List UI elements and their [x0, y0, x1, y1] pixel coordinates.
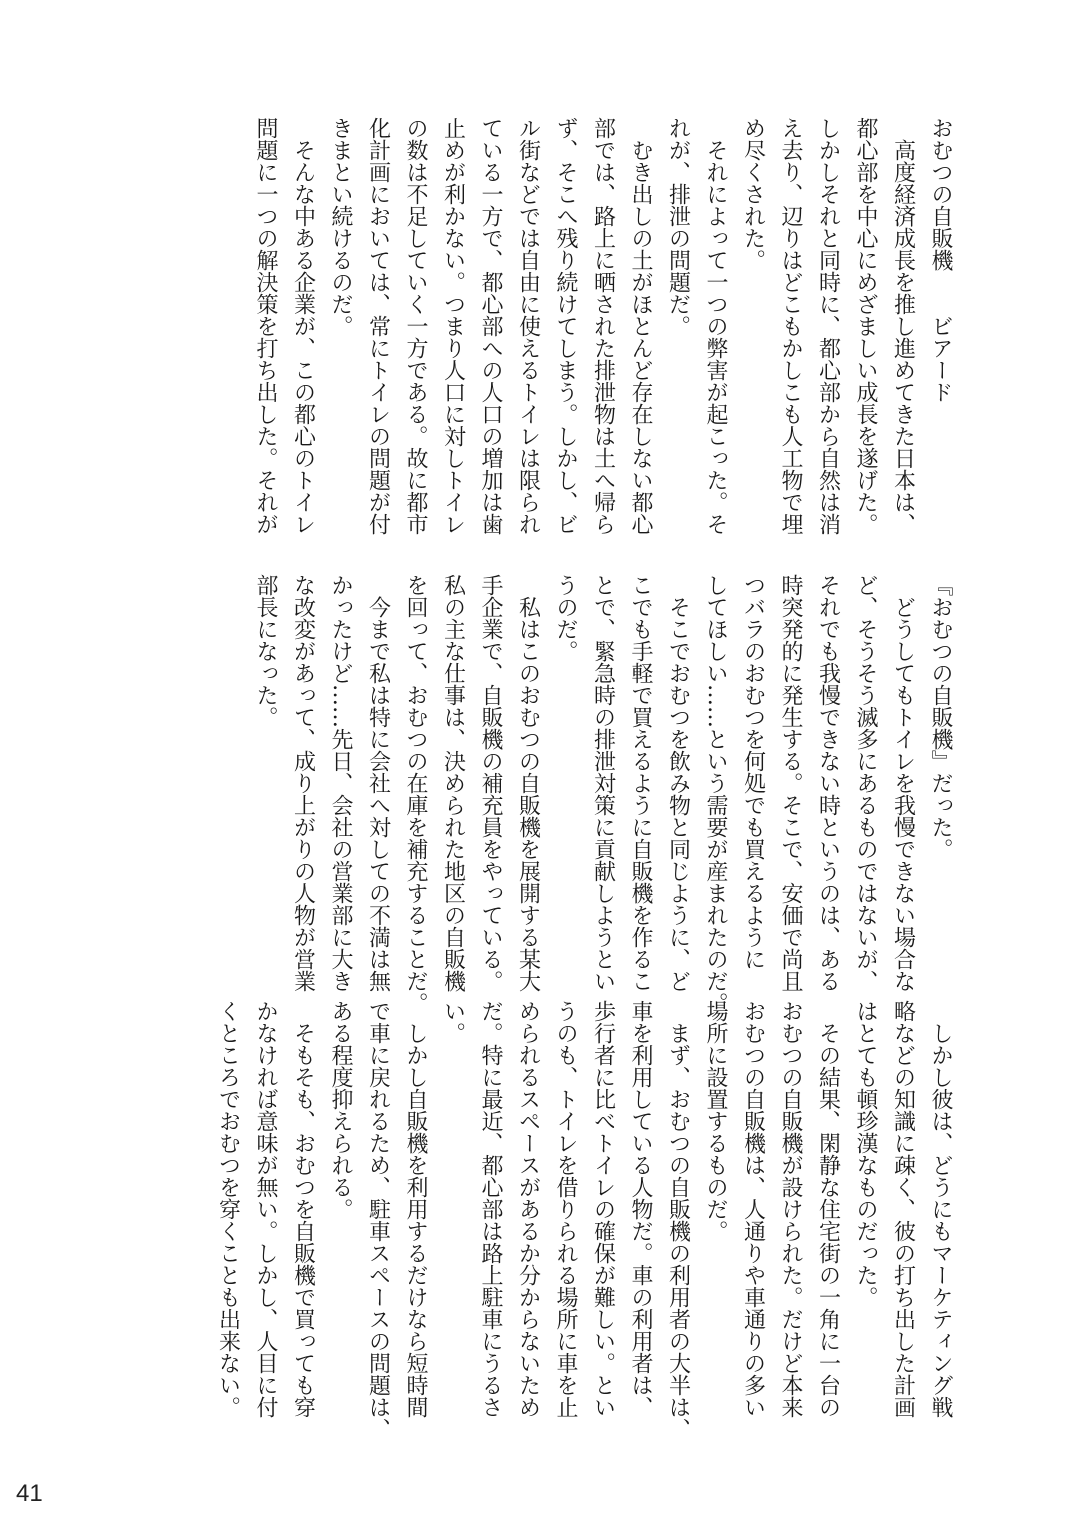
text-line: 『おむつの自販機』だった。 — [928, 574, 953, 860]
text-line: くところでおむつを穿くことも出来ない。 — [215, 1000, 241, 1418]
text-line: 時突発的に発生する。そこで、安価で尚且 — [778, 574, 803, 992]
text-line: 部では、路上に晒された排泄物は土へ帰ら — [590, 117, 616, 535]
text-line: だ。特に最近、都心部は路上駐車にうるさ — [478, 1000, 503, 1418]
text-line: 問題に一つの解決策を打ち出した。それが — [253, 117, 278, 535]
text-line: ど、そうそう滅多にあるものではないが、 — [853, 574, 878, 992]
text-line: まず、おむつの自販機の利用者の大半は、 — [665, 1000, 691, 1440]
text-line: を回って、おむつの在庫を補充することだ。 — [403, 574, 428, 1014]
text-line: ている一方で、都心部への人口の増加は歯 — [478, 117, 503, 535]
text-line: え去り、辺りはどこもかしこも人工物で埋 — [778, 117, 803, 535]
text-line: こでも手軽で買えるように自販機を作るこ — [628, 574, 653, 992]
text-line: 手企業で、自販機の補充員をやっている。 — [478, 574, 503, 992]
text-line: ず、そこへ残り続けてしまう。しかし、ビ — [553, 117, 578, 535]
text-line: め尽くされた。 — [740, 117, 766, 271]
text-line: おむつの自販機が設けられた。だけど本来 — [778, 1000, 803, 1418]
text-line: い。 — [440, 1000, 466, 1044]
text-line: 今まで私は特に会社へ対しての不満は無 — [365, 574, 391, 992]
text-line: ル街などでは自由に使えるトイレは限られ — [515, 117, 541, 535]
text-line: しかし自販機を利用するだけなら短時間 — [403, 1000, 428, 1418]
text-line: で車に戻れるため、駐車スペースの問題は、 — [365, 1000, 391, 1440]
text-line: つバラのおむつを何処でも買えるように — [740, 574, 766, 970]
text-line: それでも我慢できない時というのは、ある — [815, 574, 841, 992]
text-line: 車を利用している人物だ。車の利用者は、 — [628, 1000, 653, 1418]
text-line: の数は不足していく一方である。故に都市 — [403, 117, 428, 535]
text-line: そこでおむつを飲み物と同じように、ど — [665, 574, 691, 992]
text-line: しかしそれと同時に、都心部から自然は消 — [815, 117, 841, 535]
page-number: 41 — [16, 1480, 43, 1507]
text-line: 場所に設置するものだ。 — [703, 1000, 728, 1242]
story-author: ビアード — [928, 315, 953, 403]
text-line: 止めが利かない。つまり人口に対しトイレ — [440, 117, 466, 535]
text-line: 私はこのおむつの自販機を展開する某大 — [515, 574, 541, 992]
text-line: そんな中ある企業が、この都心のトイレ — [290, 117, 316, 535]
text-line: な改変があって、成り上がりの人物が営業 — [290, 574, 316, 992]
text-line: とで、緊急時の排泄対策に貢献しようとい — [590, 574, 616, 992]
text-line: 私の主な仕事は、決められた地区の自販機 — [440, 574, 466, 992]
text-block-middle — [247, 574, 960, 1014]
text-line: はとても頓珍漢なものだった。 — [853, 1000, 878, 1308]
text-line: かなければ意味が無い。しかし、人目に付 — [253, 1000, 278, 1418]
text-line: 化計画においては、常にトイレの問題が付 — [365, 117, 391, 535]
text-line: そもそも、おむつを自販機で買っても穿 — [290, 1000, 316, 1418]
text-line: められるスペースがあるか分からないため — [515, 1000, 541, 1418]
text-line: むき出しの土がほとんど存在しない都心 — [628, 117, 653, 535]
text-line: 部長になった。 — [253, 574, 278, 728]
text-line: してほしい……という需要が産まれたのだ。 — [703, 574, 728, 1014]
text-block-upper — [247, 117, 960, 557]
text-line: うのだ。 — [553, 574, 578, 662]
text-line: ある程度抑えられる。 — [328, 1000, 353, 1220]
text-line: 都心部を中心にめざましい成長を遂げた。 — [853, 117, 878, 535]
text-line: きまとい続けるのだ。 — [328, 117, 353, 337]
story-title: おむつの自販機 — [928, 117, 953, 271]
text-line: かったけど……先日、会社の営業部に大き — [328, 574, 353, 992]
text-line: うのも、トイレを借りられる場所に車を止 — [553, 1000, 578, 1418]
text-line: どうしてもトイレを我慢できない場合な — [890, 574, 916, 992]
text-line: しかし彼は、どうにもマーケティング戦 — [928, 1000, 953, 1418]
text-line: れが、排泄の問題だ。 — [665, 117, 691, 337]
text-block-lower — [209, 1000, 959, 1440]
text-line: その結果、閑静な住宅街の一角に一台の — [815, 1000, 841, 1418]
text-line: 歩行者に比べトイレの確保が難しい。とい — [590, 1000, 616, 1418]
text-line: 高度経済成長を推し進めてきた日本は、 — [890, 117, 916, 535]
text-line: それによって一つの弊害が起こった。そ — [703, 117, 728, 535]
text-line: 略などの知識に疎く、彼の打ち出した計画 — [890, 1000, 916, 1418]
story-heading — [922, 117, 960, 557]
text-line: おむつの自販機は、人通りや車通りの多い — [740, 1000, 766, 1418]
